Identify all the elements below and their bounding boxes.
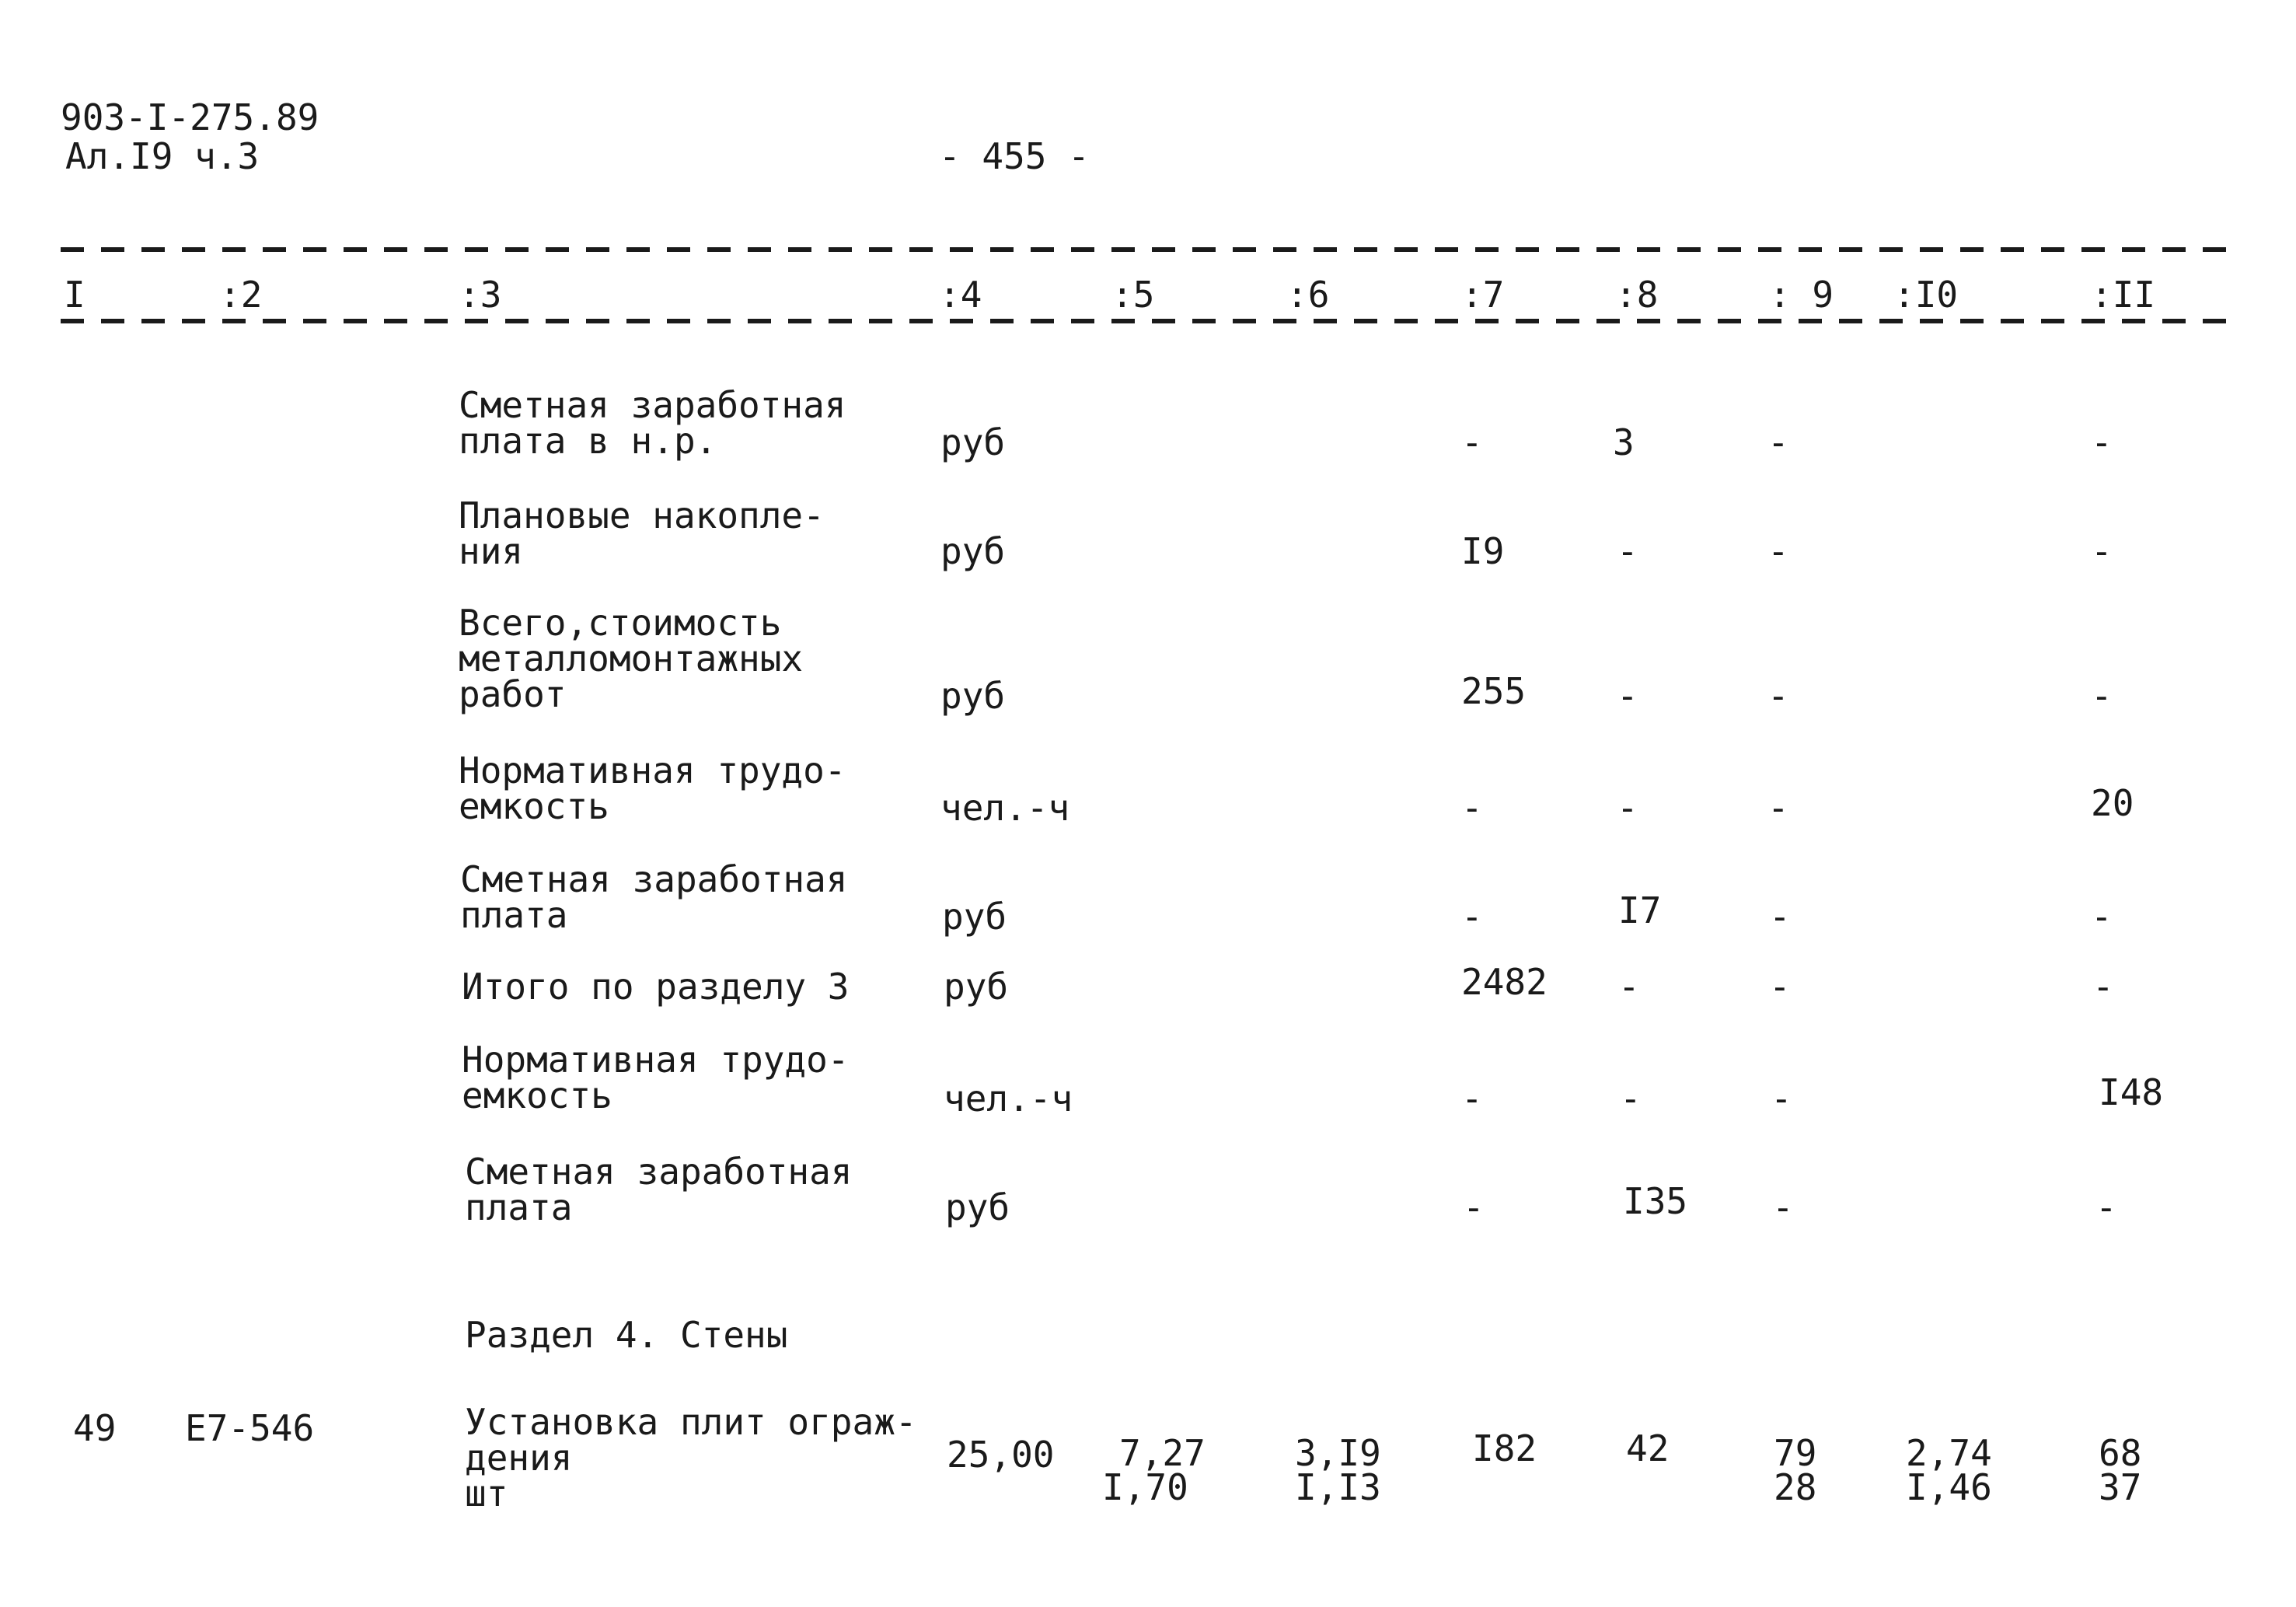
page-number: - 455 - [939,135,1090,177]
row-col9: - [1767,421,1789,463]
row-col11: - [2091,675,2113,717]
col-header-5: :5 [1111,274,1155,316]
item-col10-top: 2,74 [1906,1432,1992,1474]
row-unit: руб [940,675,1006,717]
row-col9: - [1767,675,1789,717]
row-description: Сметная заработная плата [460,858,848,936]
row-col8: - [1617,787,1638,829]
row-col7: - [1461,787,1483,829]
row-col8: I7 [1618,889,1662,931]
row-col11: - [2091,896,2113,938]
item-col5-top: 7,27 [1119,1432,1206,1474]
row-description: Нормативная трудо- емкость [459,749,846,827]
item-col9-top: 79 [1774,1432,1817,1474]
row-col7: - [1461,896,1483,938]
row-col7: - [1461,1078,1483,1120]
row-col11: - [2091,530,2113,572]
item-col5-bottom: I,70 [1102,1466,1188,1508]
item-col4: 25,00 [947,1434,1055,1476]
row-col11: - [2095,1186,2117,1228]
row-description: Сметная заработная плата в н.р. [459,384,846,462]
row-col9: - [1771,1078,1792,1120]
col-header-6: :6 [1286,274,1330,316]
row-col8: - [1618,966,1640,1008]
row-description: Всего,стоимость металломонтажных работ [459,602,804,715]
item-col6-top: 3,I9 [1295,1432,1381,1474]
col-header-2: :2 [219,274,263,316]
row-col11: 20 [2091,782,2134,824]
row-unit: руб [940,421,1006,463]
col-header-9: : 9 [1769,274,1834,316]
item-col8: 42 [1626,1427,1670,1469]
row-col7: 255 [1461,670,1527,712]
row-unit: руб [945,1186,1010,1228]
row-col9: - [1769,966,1791,1008]
row-col7: - [1463,1186,1485,1228]
section-title: Раздел 4. Стены [465,1314,788,1356]
col-header-10: :I0 [1893,274,1959,316]
row-col7: I9 [1461,530,1505,572]
row-col9: - [1769,896,1791,938]
row-col11: - [2092,966,2114,1008]
row-description: Сметная заработная плата [465,1151,853,1228]
row-col7: 2482 [1461,961,1548,1003]
item-col9-bottom: 28 [1774,1466,1817,1508]
row-col11: I48 [2099,1071,2164,1113]
header-rule-bottom [61,319,2237,323]
row-unit: чел.-ч [944,1078,1073,1120]
row-col8: - [1617,530,1638,572]
album-reference: Ал.I9 ч.3 [65,135,260,177]
row-unit: руб [944,966,1009,1008]
item-code: Е7-546 [185,1407,315,1449]
row-col11: - [2091,421,2113,463]
col-header-8: :8 [1615,274,1659,316]
item-col11-bottom: 37 [2099,1466,2142,1508]
row-description: Нормативная трудо- емкость [462,1039,850,1116]
row-description: Плановые накопле- ния [459,494,825,572]
row-unit: руб [942,896,1007,938]
row-col9: - [1767,530,1789,572]
row-unit: чел.-ч [940,787,1070,829]
item-col7: I82 [1472,1427,1537,1469]
item-description: Установка плит ограж- дения шт [465,1401,917,1514]
row-col8: 3 [1613,421,1635,463]
row-col9: - [1772,1186,1794,1228]
document-code: 903-I-275.89 [61,96,319,138]
item-col10-bottom: I,46 [1906,1466,1992,1508]
row-col7: - [1461,421,1483,463]
header-rule-top [61,247,2237,252]
item-col6-bottom: I,I3 [1295,1466,1381,1508]
row-col8: - [1620,1078,1642,1120]
col-header-1: I [64,274,85,316]
row-unit: руб [940,530,1006,572]
col-header-3: :3 [459,274,502,316]
item-col11-top: 68 [2099,1432,2142,1474]
item-number: 49 [73,1407,117,1449]
row-col8: I35 [1623,1180,1688,1222]
row-col9: - [1767,787,1789,829]
row-description: Итого по разделу 3 [462,966,850,1008]
col-header-7: :7 [1461,274,1505,316]
row-col8: - [1617,675,1638,717]
col-header-4: :4 [939,274,982,316]
col-header-11: :II [2091,274,2156,316]
